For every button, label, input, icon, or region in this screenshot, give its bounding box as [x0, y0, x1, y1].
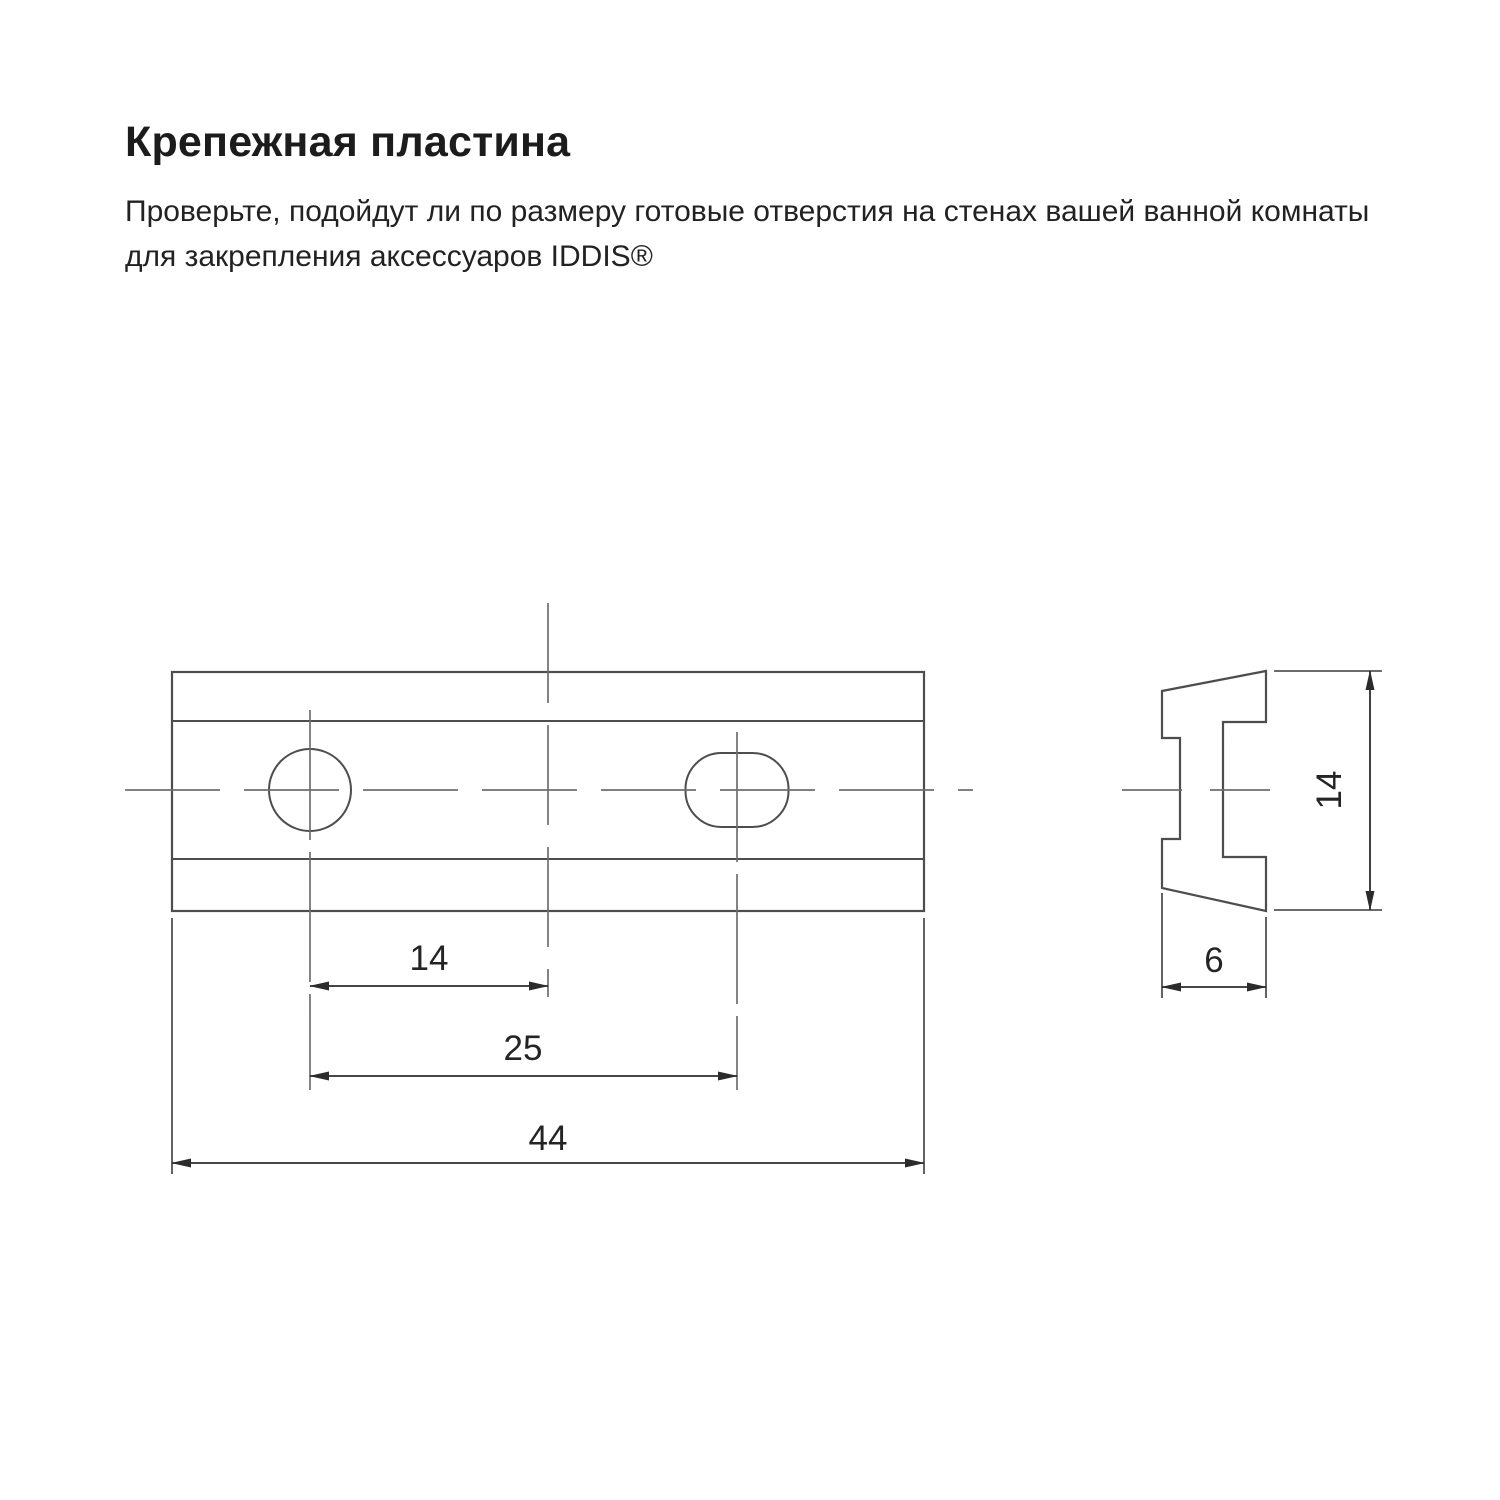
front-view: [125, 603, 973, 1174]
page-title: Крепежная пластина: [125, 118, 571, 166]
dimension-label-6: 6: [1204, 941, 1224, 980]
dimension-label-44: 44: [528, 1119, 568, 1158]
dimension-label-25: 25: [503, 1029, 543, 1068]
side-view: [1122, 671, 1382, 998]
dimension-label-14: 14: [409, 939, 449, 978]
dimension-label-side-14: 14: [1310, 770, 1349, 810]
page-subtitle: Проверьте, подойдут ли по размеру готовые отверстия на стенах вашей ванной комнаты для закрепления аксессуаров IDDIS®: [125, 195, 1370, 273]
section-profile: [1162, 671, 1266, 911]
